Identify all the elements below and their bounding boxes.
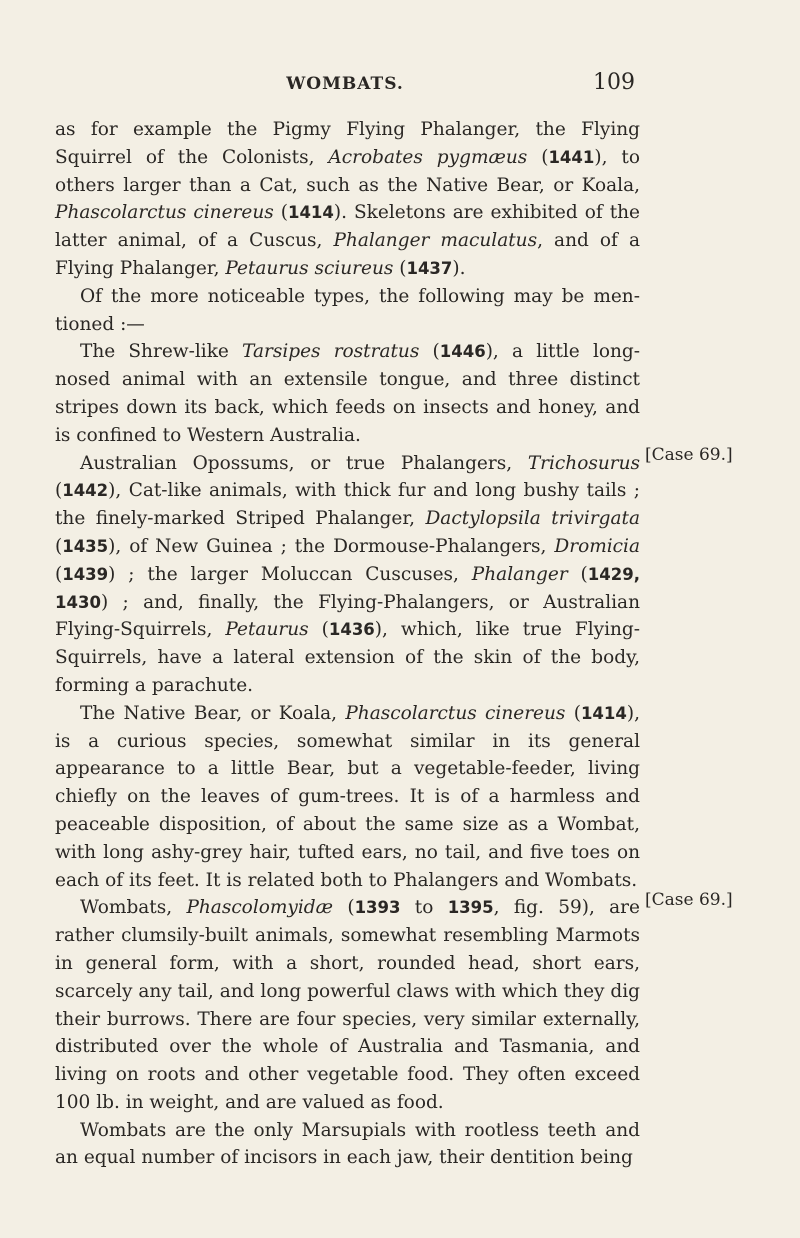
species-name: Phalanger: [471, 563, 568, 585]
text-run: Of the more noticeable types, the following may be mentioned :—: [55, 285, 640, 335]
species-name: Dromicia: [554, 535, 640, 557]
text-run: as for example the Pigmy Flying Phalanger, the Flying Squirrel of the Colonists,: [55, 119, 640, 168]
text-run: ), Cat-like animals, with thick fur and long bushy tails ; the finely-marked Striped Phalanger,: [55, 480, 640, 530]
species-name: Phalanger maculatus: [333, 230, 538, 252]
text-run: ) ; the larger Moluccan Cuscuses,: [108, 563, 472, 585]
text-run: (: [55, 563, 63, 585]
text-run: ) ; and, finally, the Flying-Phalangers, or Australian Flying-Squirrels,: [55, 591, 640, 641]
species-name: Phascolomyidæ: [186, 897, 334, 919]
specimen-number: 1437: [406, 258, 453, 278]
specimen-number: 1435: [62, 536, 109, 556]
specimen-number: 1441: [548, 147, 595, 167]
species-name: Trichosurus: [527, 452, 640, 474]
species-name: Phascolarctus cinereus: [55, 202, 274, 224]
text-run: ), a little long-nosed animal with an extensile tongue, and three distinct stripes down its back, which feeds on insects and honey, and is confined to Western Australia.: [55, 341, 641, 446]
text-run: (: [419, 341, 440, 363]
text-run: (: [565, 702, 581, 724]
paragraph: [55, 894, 640, 1116]
species-name: Phascolarctus cinereus: [345, 702, 566, 724]
specimen-number: 1393: [354, 898, 401, 918]
specimen-number: 1414: [287, 203, 334, 223]
specimen-number: 1429, 1430: [55, 564, 640, 612]
text-run: The Native Bear, or Koala,: [80, 702, 346, 724]
margin-note-case: [Case 69.]: [645, 890, 733, 910]
specimen-number: 1395: [447, 898, 494, 918]
text-run: ), to others larger than a Cat, such as the Native Bear, or Koala,: [55, 146, 640, 196]
text-run: (: [527, 146, 549, 168]
specimen-number: 1442: [62, 481, 109, 501]
running-title: WOMBATS.: [286, 74, 404, 94]
species-name: Dactylopsila trivirgata: [425, 508, 640, 530]
paragraph: [55, 1117, 640, 1173]
text-run: (: [55, 480, 63, 502]
text-run: (: [55, 535, 63, 557]
text-run: The Shrew-like: [80, 341, 243, 363]
paragraph: [55, 450, 640, 700]
text-run: Wombats are the only Marsupials with rootless teeth and an equal number of incisors in each jaw, their dentition being: [55, 1119, 640, 1169]
running-header: [55, 70, 635, 104]
paragraph: [55, 338, 640, 449]
text-run: ), is a curious species, somewhat similar in its general appearance to a little Bear, but a vegetable-feeder, living chiefly on the leaves of gum-trees. It is of a harmless and peaceable disposition, of about the same size as a Wombat, with long ashy-grey hair, tufted ears, no tail, and five toes on each of its feet. It is related both to Phalangers and Wombats.: [55, 702, 640, 891]
species-name: Tarsipes rostratus: [242, 341, 420, 363]
body-text: [55, 116, 640, 1172]
species-name: Petaurus sciureus: [225, 257, 394, 279]
specimen-number: 1446: [439, 342, 486, 362]
text-run: , and of a Flying Phalanger,: [55, 230, 640, 279]
text-run: ), which, like true Flying-Squirrels, have a lateral extension of the skin of the body, forming a parachute.: [55, 619, 640, 696]
specimen-number: 1414: [580, 703, 627, 723]
text-run: ).: [452, 257, 466, 279]
page-number: 109: [593, 70, 635, 95]
text-run: to: [400, 897, 448, 919]
text-run: ), of New Guinea ; the Dormouse-Phalangers,: [108, 535, 555, 557]
paragraph: [55, 283, 640, 339]
text-run: (: [308, 619, 329, 641]
text-run: (: [393, 257, 407, 279]
specimen-number: 1439: [62, 564, 109, 584]
text-run: Australian Opossums, or true Phalangers,: [80, 452, 528, 474]
text-run: ). Skeletons are exhibited of the latter animal, of a Cuscus,: [55, 202, 641, 252]
text-run: , fig. 59), are rather clumsily-built animals, somewhat resembling Marmots in general form, with a short, rounded head, short ears, scarcely any tail, and long powerful claws with which they dig their burrows. There are four species, very similar externally, distributed over the whole of Australia and Tasmania, and living on roots and other vegetable food. They often exceed 100 lb. in weight, and are valued as food.: [55, 897, 640, 1113]
paragraph: [55, 116, 640, 283]
text-run: (: [333, 897, 355, 919]
text-run: (: [273, 202, 288, 224]
species-name: Petaurus: [225, 619, 309, 641]
specimen-number: 1436: [328, 620, 375, 640]
species-name: Acrobates pygmæus: [328, 146, 528, 168]
margin-note-case: [Case 69.]: [645, 445, 733, 465]
paragraph: [55, 700, 640, 895]
text-run: (: [567, 563, 588, 585]
text-run: Wombats,: [80, 897, 187, 919]
